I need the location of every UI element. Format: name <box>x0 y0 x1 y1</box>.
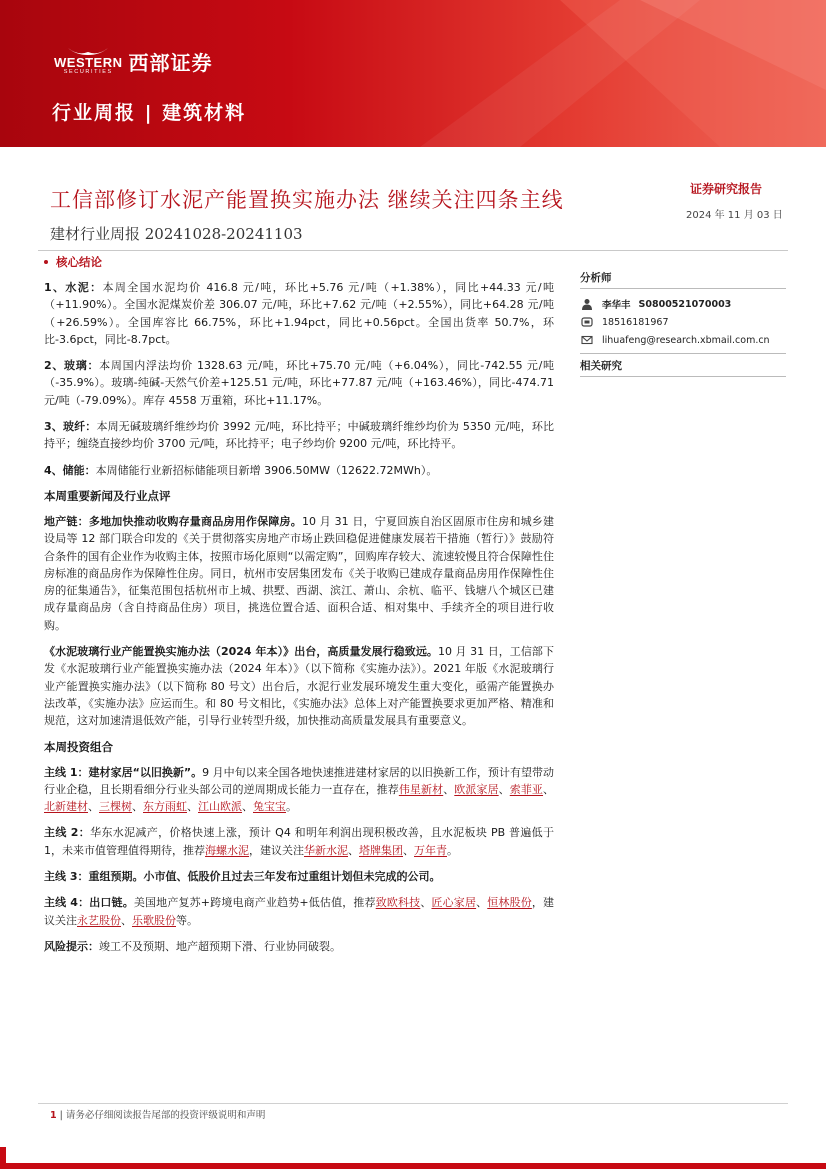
main-content <box>44 254 554 964</box>
stock-link[interactable]: 兔宝宝 <box>253 800 286 814</box>
stock-link[interactable]: 伟星新材 <box>398 782 444 796</box>
email-row <box>580 331 786 349</box>
main-line-text: ，建议关注 <box>249 843 304 857</box>
main-line-lead: 主线 3：重组预期。小市值、低股价且过去三年发布过重组计划但未完成的公司。 <box>44 870 441 884</box>
main-line-4: 主线 4：出口链。美国地产复苏+跨境电商产业趋势+低估值，推荐致欧科技、匠心家居、恒林股份，建议关注永艺股份、乐歌股份等。 <box>44 896 555 927</box>
title-divider <box>38 250 788 251</box>
report-date: 2024 年 11 月 03 日 <box>686 210 783 221</box>
stock-link[interactable]: 恒林股份 <box>487 896 532 910</box>
main-line-3 <box>44 868 554 885</box>
core-item-lead: 3、玻纤： <box>44 420 97 434</box>
phone-icon <box>580 315 594 329</box>
analyst-name: 李华丰 <box>602 300 631 311</box>
footer-divider <box>38 1103 788 1104</box>
news-heading: 本周重要新闻及行业点评 <box>44 488 171 503</box>
news-item-lead: 《水泥玻璃行业产能置换实施办法（2024 年本）》出台，高质量发展行稳致远。 <box>44 645 438 659</box>
footer-disclaimer: 请务必仔细阅读报告尾部的投资评级说明和声明 <box>65 1110 266 1121</box>
analyst-phone[interactable]: 18516181967 <box>602 316 669 328</box>
main-line-text: 华东水泥减产，价格快速上涨，预计 Q4 和明年利润出现积极改善，且水泥板块 PB 普遍低于 1，未来市值管理值得期待，推荐 <box>44 826 555 857</box>
stock-link[interactable]: 华新水泥 <box>304 843 348 857</box>
person-icon <box>580 297 594 311</box>
core-item-text: 本周国内浮法均价 1328.63 元/吨，环比+75.70 元/吨（+6.04%），同比-742.55 元/吨（-35.9%）。玻璃-纯碱-天然气价差+125.51 元/吨，环比+77.87 元/吨（+163.46%），同比-474.71 元/吨（-79.09%）。库存 4558 万重箱，环比+11.17%。 <box>44 359 554 407</box>
core-item-text: 本周储能行业新招标储能项目新增 3906.50MW（12622.72MWh）。 <box>95 463 438 477</box>
core-item-fiberglass <box>44 418 554 453</box>
stock-link[interactable]: 乐歌股份 <box>132 913 176 927</box>
news-item-text: 10 月 31 日，工信部下发《水泥玻璃行业产能置换实施办法（2024 年本）》（以下简称《实施办法》）。2021 年版《水泥玻璃行业产能置换实施办法》（以下简称 80 号文）出台后，水泥行业发展环境发生重大变化，亟需产能置换办法改革，《实施办法》应运而生。和 80 号文相比，《实施办法》总体上对产能置换要求更加严格、精准和规范，这对加速清退低效产能，引导行业转型升级，加快推动高质量发展具有重要意义。 <box>44 645 554 728</box>
report-subtitle: 建材行业周报 20241028-20241103 <box>50 225 303 243</box>
stock-link[interactable]: 江山欧派 <box>198 800 242 814</box>
stock-link[interactable]: 塔牌集团 <box>359 843 403 857</box>
stock-link[interactable]: 东方雨虹 <box>143 800 187 814</box>
main-line-2: 主线 2：华东水泥减产，价格快速上涨，预计 Q4 和明年利润出现积极改善，且水泥板块 PB 普遍低于 1，未来市值管理值得期待，推荐海螺水泥，建议关注华新水泥、塔牌集团、万年青。 <box>44 826 555 857</box>
risk-warning <box>44 938 554 955</box>
report-header <box>0 0 826 147</box>
news-item-capacity-policy <box>44 643 554 729</box>
report-type: 行业周报 | 建筑材料 <box>52 102 247 124</box>
sidebar-divider <box>580 353 786 354</box>
logo-english-sub: SECURITIES <box>63 69 113 75</box>
main-line-lead: 主线 2： <box>44 826 91 840</box>
core-item-lead: 2、玻璃： <box>44 359 100 373</box>
news-item-lead: 地产链：多地加快推动收购存量商品房用作保障房。 <box>44 514 302 528</box>
analyst-cert: S0800521070003 <box>638 298 732 310</box>
footer-separator: | <box>59 1110 66 1121</box>
stock-link[interactable]: 北新建材 <box>44 800 88 814</box>
main-line-text: 9 月中旬以来全国各地快速推进建材家居的以旧换新工作，预计有望带动行业企稳，且长期看细分行业头部公司的逆周期成长能力一直存在，推荐 <box>44 765 554 796</box>
page-number: 1 <box>50 1110 57 1121</box>
footer-corner-decoration <box>0 1127 826 1169</box>
core-conclusion-label: 核心结论 <box>56 255 102 269</box>
main-line-1: 主线 1：建材家居“以旧换新”。9 月中旬以来全国各地快速推进建材家居的以旧换新工作，预计有望带动行业企稳，且长期看细分行业头部公司的逆周期成长能力一直存在，推荐伟星新材、欧派家居、索菲亚、北新建材、三棵树、东方雨虹、江山欧派、兔宝宝。 <box>44 765 555 814</box>
stock-link[interactable]: 匠心家居 <box>431 896 477 910</box>
stock-link[interactable]: 永艺股份 <box>77 913 121 927</box>
logo-chinese: 西部证券 <box>128 50 213 75</box>
logo-wordmark <box>54 46 123 76</box>
core-item-storage <box>44 462 554 479</box>
stock-link[interactable]: 索菲亚 <box>509 782 544 796</box>
related-research-label: 相关研究 <box>580 358 786 377</box>
stock-link[interactable]: 海螺水泥 <box>205 843 249 857</box>
phone-row <box>580 313 786 331</box>
risk-lead: 风险提示： <box>44 939 99 953</box>
analyst-email[interactable]: lihuafeng@research.xbmail.com.cn <box>602 334 770 346</box>
core-item-cement <box>44 279 554 348</box>
analyst-label: 分析师 <box>580 270 786 289</box>
news-item-property <box>44 513 554 634</box>
main-line-lead: 主线 1：建材家居“以旧换新”。 <box>44 765 203 779</box>
core-item-text: 本周无碱玻璃纤维纱均价 3992 元/吨，环比持平；中碱玻璃纤维纱均价为 5350 元/吨，环比持平；缠绕直接纱均价 3700 元/吨，环比持平；电子纱均价 9200 元/吨，环比持平。 <box>44 420 555 451</box>
stock-link[interactable]: 万年青 <box>414 843 447 857</box>
report-title: 工信部修订水泥产能置换实施办法 继续关注四条主线 <box>50 188 564 212</box>
report-tag: 证券研究报告 <box>690 182 763 196</box>
risk-text: 竣工不及预期、地产超预期下滑、行业协同破裂。 <box>99 939 341 953</box>
email-icon <box>580 333 594 347</box>
page-footer <box>50 1107 265 1121</box>
analyst-sidebar <box>580 270 786 383</box>
core-item-lead: 1、水泥： <box>44 281 103 294</box>
main-line-text: 等。 <box>176 913 198 927</box>
main-line-text: 美国地产复苏+跨境电商产业趋势+低估值，推荐 <box>133 896 376 910</box>
analyst-row <box>580 295 786 313</box>
core-item-lead: 4、储能： <box>44 463 96 477</box>
portfolio-heading: 本周投资组合 <box>44 739 113 754</box>
stock-link[interactable]: 三棵树 <box>99 800 132 814</box>
logo-english: WESTERN <box>54 55 123 70</box>
bullet-icon <box>44 260 48 264</box>
core-conclusion-heading <box>44 254 554 270</box>
main-line-lead: 主线 4：出口链。 <box>44 896 134 910</box>
stock-link[interactable]: 欧派家居 <box>454 782 499 796</box>
stock-link[interactable]: 致欧科技 <box>375 896 421 910</box>
company-logo <box>54 46 213 76</box>
main-line-text: ，建议关注 <box>44 896 555 927</box>
core-item-text: 本周全国水泥均价 416.8 元/吨，环比+5.76 元/吨（+1.38%），同比+44.33 元/吨（+11.90%）。全国水泥煤炭价差 306.07 元/吨，环比+7.62 元/吨（+2.55%），同比+64.28 元/吨（+26.59%）。全国库容比 66.75%，环比+1.94pct，同比+0.56pct。全国出货率 50.7%，环比-3.6pct，同比-8.7pct。 <box>44 281 555 346</box>
news-item-text: 10 月 31 日，宁夏回族自治区固原市住房和城乡建设局等 12 部门联合印发的《关于贯彻落实房地产市场止跌回稳促进健康发展若干措施（暂行）》鼓励符合条件的国有企业作为收购主体，按照市场化原则“以需定购”，回购库存较大、流速较慢且符合保障性住房标准的商品房作为保障性住房。同日，杭州市安居集团发布《关于收购已建成存量商品房用作保障性住房的征集通告》，征集范围包括杭州市上城、拱墅、西湖、滨江、萧山、余杭、临平、钱塘八个城区已建成存量商品房（含自持商品住房）项目，挑选位置合适、面积合适、相对集中、手续齐全的项目进行收购。 <box>44 514 555 632</box>
core-item-glass <box>44 357 554 409</box>
